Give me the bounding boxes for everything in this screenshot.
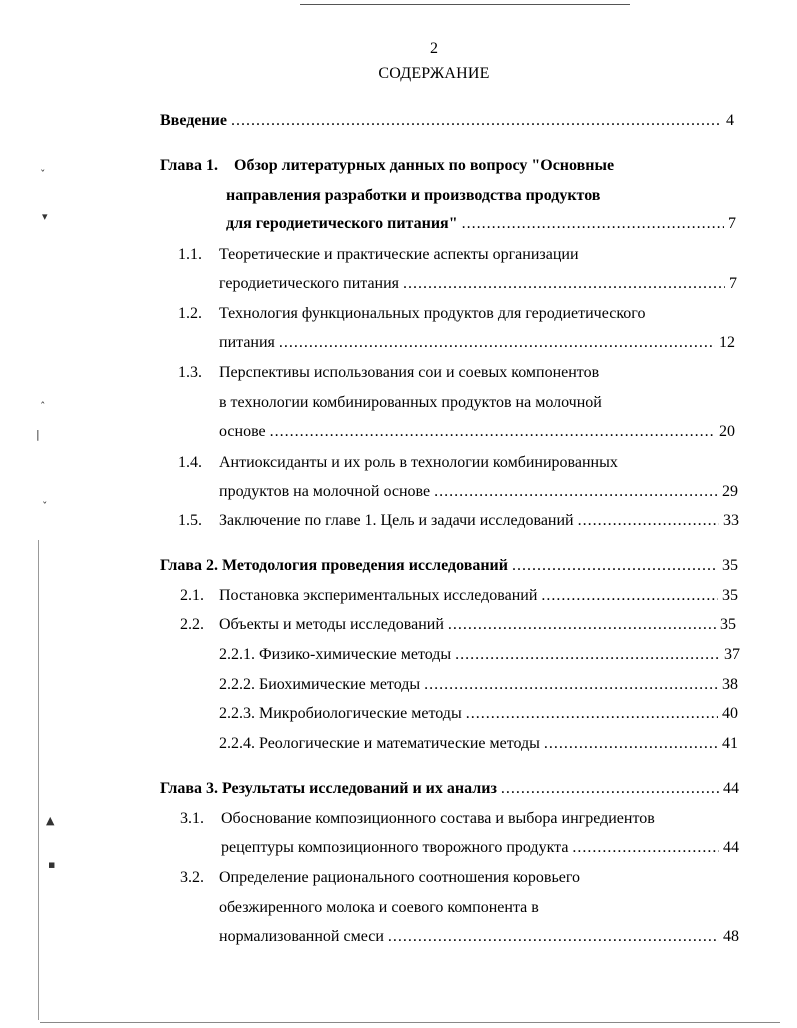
- toc-entry-label: геродиетического питания: [219, 275, 400, 292]
- toc-section-line2: обезжиренного молока и соевого компонента в: [219, 899, 539, 916]
- dot-leader: [544, 734, 718, 754]
- toc-section-number: 1.1.: [178, 246, 202, 263]
- toc-chapter-2: [160, 556, 738, 576]
- dot-leader: [501, 779, 719, 799]
- toc-entry-label: 2.2.1. Физико-химические методы: [219, 646, 452, 663]
- toc-subsection-2-2-3: [219, 704, 738, 724]
- toc-entry-page: 37: [724, 646, 740, 663]
- toc-entry-page: 7: [729, 275, 737, 292]
- scan-mark: ˆ: [40, 400, 46, 413]
- toc-entry-page: 35: [720, 616, 736, 633]
- toc-entry-label: 2.2.3. Микробиологические методы: [219, 705, 462, 722]
- toc-entry-label: Глава 3. Результаты исследований и их анализ: [160, 780, 497, 797]
- toc-chapter-1-number: Глава 1.: [160, 157, 218, 174]
- dot-leader: [578, 511, 719, 531]
- toc-entry-page: 29: [722, 483, 738, 500]
- scan-mark: ˇ: [40, 168, 46, 181]
- toc-entry-label: Введение: [160, 112, 227, 129]
- dot-leader: [462, 214, 724, 234]
- toc-entry-label: Объекты и методы исследований: [219, 616, 444, 633]
- toc-entry-page: 7: [728, 215, 736, 232]
- toc-chapter-1-line3: [226, 214, 736, 234]
- toc-section-line1: Теоретические и практические аспекты организации: [219, 246, 579, 263]
- scan-mark: |: [36, 428, 40, 441]
- toc-entry-page: 44: [723, 780, 739, 797]
- toc-entry-page: 41: [722, 735, 738, 752]
- scan-mark: ˇ: [42, 500, 48, 513]
- dot-leader: [424, 675, 718, 695]
- toc-entry-page: 38: [722, 676, 738, 693]
- toc-entry-label: 2.2.2. Биохимические методы: [219, 676, 421, 693]
- toc-entry-label: рецептуры композиционного творожного продукта: [221, 839, 569, 856]
- scan-top-rule: [300, 4, 630, 5]
- toc-entry-page: 20: [719, 423, 735, 440]
- toc-subsection-2-2-2: [219, 675, 738, 695]
- toc-entry-intro: [160, 111, 734, 131]
- toc-section-line1: Перспективы использования сои и соевых компонентов: [219, 364, 600, 381]
- scan-bottom-rule: [40, 1022, 780, 1023]
- toc-section-1-3-line3: [219, 422, 735, 442]
- toc-section-1-4-line2: [219, 482, 738, 502]
- toc-entry-label: питания: [219, 334, 275, 351]
- toc-entry-page: 33: [723, 512, 739, 529]
- toc-entry-page: 40: [722, 705, 738, 722]
- toc-section-line1: Обоснование композиционного состава и выбора ингредиентов: [221, 810, 655, 827]
- toc-section-number: 1.3.: [178, 364, 202, 381]
- dot-leader: [434, 482, 718, 502]
- toc-entry-label: Заключение по главе 1. Цель и задачи исследований: [219, 512, 574, 529]
- toc-section-number: 2.1.: [180, 587, 204, 604]
- toc-section-line1: Определение рационального соотношения коровьего: [219, 869, 581, 886]
- toc-entry-label: продуктов на молочной основе: [219, 483, 431, 500]
- toc-entry-label: Глава 2. Методология проведения исследований: [160, 557, 508, 574]
- toc-entry-page: 44: [723, 839, 739, 856]
- toc-section-line1: Антиоксиданты и их роль в технологии комбинированных: [219, 454, 618, 471]
- dot-leader: [279, 333, 715, 353]
- toc-entry-label: нормализованной смеси: [219, 928, 384, 945]
- toc-section-2-1: [219, 586, 738, 606]
- toc-chapter-3: [160, 779, 739, 799]
- scan-left-edge: [38, 540, 39, 1020]
- toc-subsection-2-2-4: [219, 734, 738, 754]
- toc-section-3-2-line3: [219, 927, 739, 947]
- toc-section-number: 3.1.: [180, 810, 204, 827]
- toc-section-1-2-line2: [219, 333, 735, 353]
- scan-mark: ▪: [48, 858, 56, 871]
- dot-leader: [455, 645, 720, 665]
- toc-entry-page: 4: [726, 112, 734, 129]
- dot-leader: [403, 274, 725, 294]
- page-title: СОДЕРЖАНИЕ: [378, 65, 490, 82]
- dot-leader: [231, 111, 722, 131]
- toc-section-number: 2.2.: [180, 616, 204, 633]
- toc-entry-page: 12: [719, 334, 735, 351]
- toc-section-number: 1.2.: [178, 305, 202, 322]
- toc-entry-label: основе: [219, 423, 266, 440]
- toc-entry-label: Постановка экспериментальных исследований: [219, 587, 538, 604]
- toc-section-number: 1.4.: [178, 454, 202, 471]
- scan-mark: ▲: [46, 814, 55, 827]
- toc-subsection-2-2-1: [219, 645, 740, 665]
- page-number: 2: [430, 40, 438, 57]
- scan-mark: ▾: [42, 210, 48, 223]
- dot-leader: [270, 422, 715, 442]
- toc-entry-page: 48: [723, 928, 739, 945]
- toc-section-3-1-line2: [221, 838, 739, 858]
- dot-leader: [466, 704, 718, 724]
- toc-section-number: 3.2.: [180, 869, 204, 886]
- toc-entry-page: 35: [722, 587, 738, 604]
- toc-section-line2: в технологии комбинированных продуктов на молочной: [219, 394, 602, 411]
- toc-section-line1: Технология функциональных продуктов для геродиетического: [219, 305, 646, 322]
- toc-entry-label: для геродиетического питания": [226, 215, 458, 232]
- toc-chapter-1-line1: Обзор литературных данных по вопросу "Основные: [234, 157, 615, 174]
- dot-leader: [388, 927, 719, 947]
- dot-leader: [448, 615, 716, 635]
- toc-chapter-1-line2: направления разработки и производства продуктов: [226, 187, 601, 204]
- toc-section-1-5: [219, 511, 739, 531]
- toc-section-number: 1.5.: [178, 512, 202, 529]
- toc-section-2-2: [219, 615, 736, 635]
- toc-section-1-1-line2: [219, 274, 737, 294]
- dot-leader: [512, 556, 718, 576]
- dot-leader: [572, 838, 719, 858]
- dot-leader: [541, 586, 718, 606]
- toc-entry-page: 35: [722, 557, 738, 574]
- toc-entry-label: 2.2.4. Реологические и математические методы: [219, 735, 540, 752]
